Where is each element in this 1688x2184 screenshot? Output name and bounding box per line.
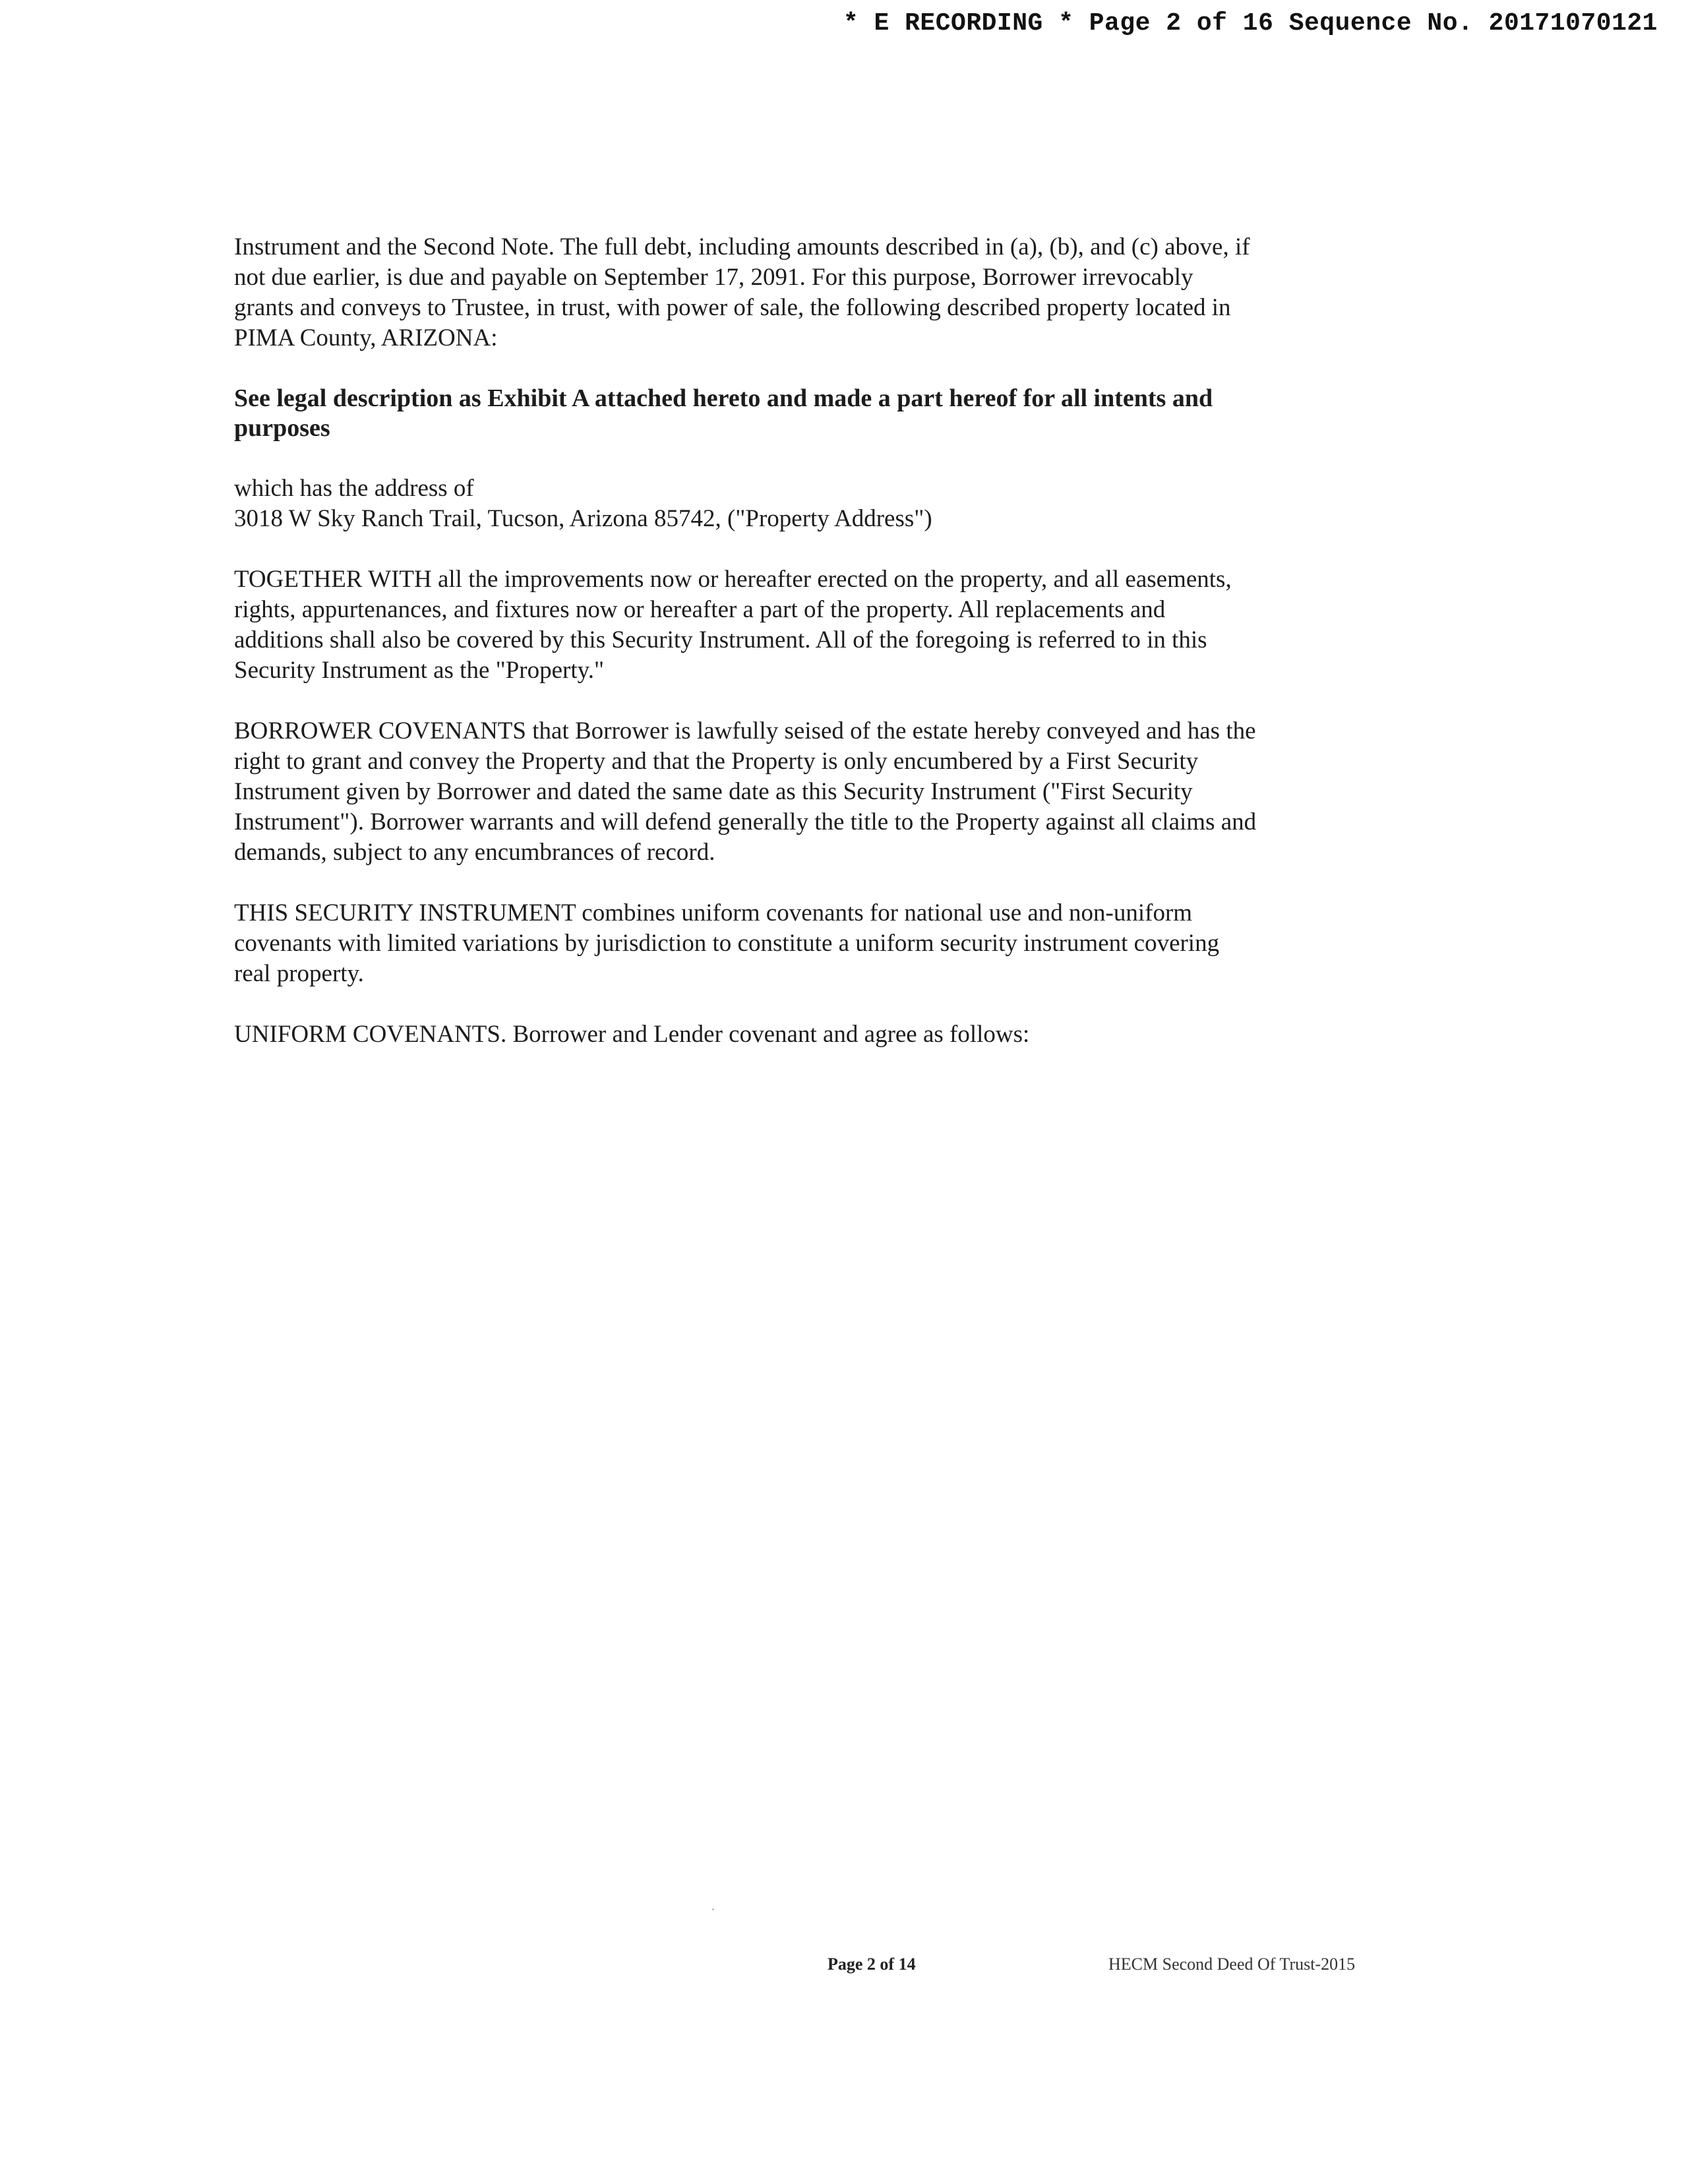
text-line: right to grant and convey the Property and that the Property is only encumbered by a First Security [234,748,1199,775]
text-line: Instrument given by Borrower and dated the same date as this Security Instrument ("First Security [234,778,1193,805]
document-body [234,232,1421,1080]
text-line: real property. [234,960,364,987]
scan-speck [712,1908,714,1910]
paragraph-property-address [234,473,1421,534]
paragraph-together-with [234,564,1421,686]
text-line: demands, subject to any encumbrances of record. [234,839,715,866]
text-line: PIMA County, ARIZONA: [234,324,498,351]
paragraph-legal-description [234,384,1421,443]
text-line: TOGETHER WITH all the improvements now or hereafter erected on the property, and all easements, [234,566,1232,593]
text-line: BORROWER COVENANTS that Borrower is lawfully seised of the estate hereby conveyed and has the [234,717,1256,744]
text-line: Instrument"). Borrower warrants and will defend generally the title to the Property against all claims and [234,808,1257,835]
text-line: Instrument and the Second Note. The full debt, including amounts described in (a), (b), and (c) above, if [234,233,1250,260]
footer-form-name: HECM Second Deed Of Trust-2015 [1108,1955,1356,1974]
text-line: covenants with limited variations by jurisdiction to constitute a uniform security instrument covering [234,930,1220,957]
text-line: UNIFORM COVENANTS. Borrower and Lender covenant and agree as follows: [234,1021,1030,1048]
text-line: See legal description as Exhibit A attached hereto and made a part hereof for all intents and [234,384,1213,412]
text-line: additions shall also be covered by this Security Instrument. All of the foregoing is referred to in this [234,626,1207,653]
recording-stamp-header: * E RECORDING * Page 2 of 16 Sequence No. 20171070121 [843,9,1658,38]
property-address-line: 3018 W Sky Ranch Trail, Tucson, Arizona 85742, ("Property Address") [234,505,932,532]
text-line: grants and conveys to Trustee, in trust, with power of sale, the following described property located in [234,294,1231,321]
paragraph-borrower-covenants [234,716,1421,868]
paragraph-debt-conveyance [234,232,1421,353]
text-line: which has the address of [234,475,474,502]
footer-page-number: Page 2 of 14 [828,1955,916,1974]
text-line: Security Instrument as the "Property." [234,657,605,684]
text-line: THIS SECURITY INSTRUMENT combines uniform covenants for national use and non-uniform [234,899,1193,926]
paragraph-security-instrument [234,898,1421,989]
text-line: not due earlier, is due and payable on September 17, 2091. For this purpose, Borrower irrevocably [234,264,1193,291]
text-line: rights, appurtenances, and fixtures now or hereafter a part of the property. All replacements and [234,596,1166,623]
text-line: purposes [234,414,330,442]
paragraph-uniform-covenants [234,1019,1421,1050]
